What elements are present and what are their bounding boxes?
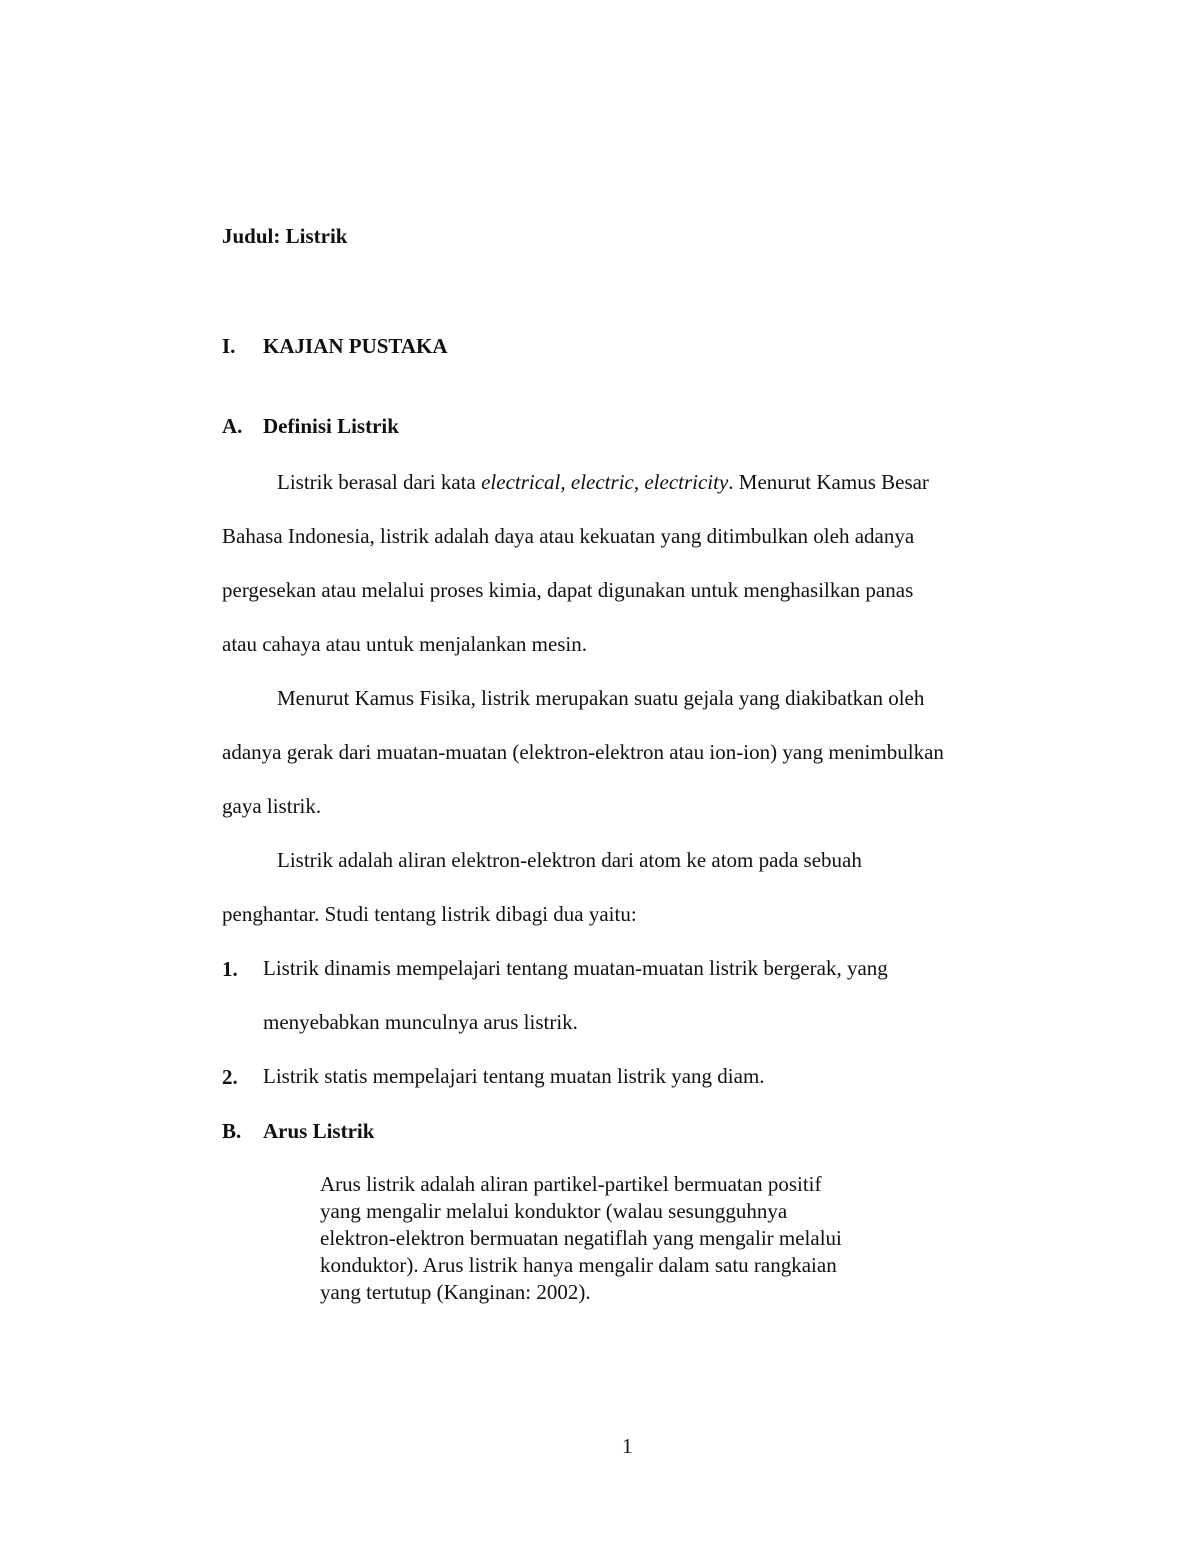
text-run: . Menurut Kamus Besar: [728, 470, 929, 494]
paragraph-line: atau cahaya atau untuk menjalankan mesin.: [222, 632, 588, 656]
title-label: Judul:: [222, 224, 281, 248]
subsection-a-number: A.: [222, 414, 243, 438]
paragraph-line: Listrik adalah aliran elektron-elektron dari atom ke atom pada sebuah: [277, 848, 862, 872]
paragraph-line: adanya gerak dari muatan-muatan (elektron-elektron atau ion-ion) yang menimbulkan: [222, 740, 944, 764]
quote-line: elektron-elektron bermuatan negatiflah yang mengalir melalui: [320, 1226, 842, 1250]
quote-line: Arus listrik adalah aliran partikel-partikel bermuatan positif: [320, 1172, 822, 1196]
subsection-a-heading: Definisi Listrik: [263, 414, 399, 438]
quote-line: yang tertutup (Kanginan: 2002).: [320, 1280, 591, 1304]
section-heading: KAJIAN PUSTAKA: [263, 334, 448, 358]
subsection-b-number: B.: [222, 1119, 242, 1143]
list-item-line: menyebabkan munculnya arus listrik.: [263, 1010, 578, 1034]
paragraph-line: Bahasa Indonesia, listrik adalah daya atau kekuatan yang ditimbulkan oleh adanya: [222, 524, 915, 548]
paragraph-line: [222, 455, 1042, 509]
quote-line: konduktor). Arus listrik hanya mengalir dalam satu rangkaian: [320, 1253, 837, 1277]
paragraph-definition: [222, 455, 1042, 671]
list-item-2-number: 2.: [222, 1065, 238, 1089]
paragraph-line: pergesekan atau melalui proses kimia, dapat digunakan untuk menghasilkan panas: [222, 578, 914, 602]
paragraph-line: Menurut Kamus Fisika, listrik merupakan suatu gejala yang diakibatkan oleh: [277, 686, 925, 710]
list-item-line: Listrik dinamis mempelajari tentang muatan-muatan listrik bergerak, yang: [263, 956, 888, 980]
title-text: Listrik: [285, 224, 348, 248]
paragraph-line: penghantar. Studi tentang listrik dibagi dua yaitu:: [222, 902, 637, 926]
subsection-b-heading: Arus Listrik: [263, 1119, 375, 1143]
list-item-1-number: 1.: [222, 957, 238, 981]
document-title: [222, 224, 347, 249]
quote-line: yang mengalir melalui konduktor (walau sesungguhnya: [320, 1199, 788, 1223]
paragraph-line: gaya listrik.: [222, 794, 322, 818]
page-number: 1: [622, 1434, 633, 1458]
italic-terms: electrical, electric, electricity: [481, 470, 729, 494]
section-number: I.: [222, 334, 236, 358]
list-item-1: [263, 941, 1043, 1049]
block-quote: [320, 1171, 920, 1306]
paragraph-kamus-fisika: [222, 671, 1042, 833]
list-item-line: Listrik statis mempelajari tentang muatan listrik yang diam.: [263, 1064, 765, 1088]
text-run: Listrik berasal dari kata: [277, 470, 482, 494]
list-item-2: [263, 1049, 1043, 1103]
paragraph-aliran-elektron: [222, 833, 1042, 941]
